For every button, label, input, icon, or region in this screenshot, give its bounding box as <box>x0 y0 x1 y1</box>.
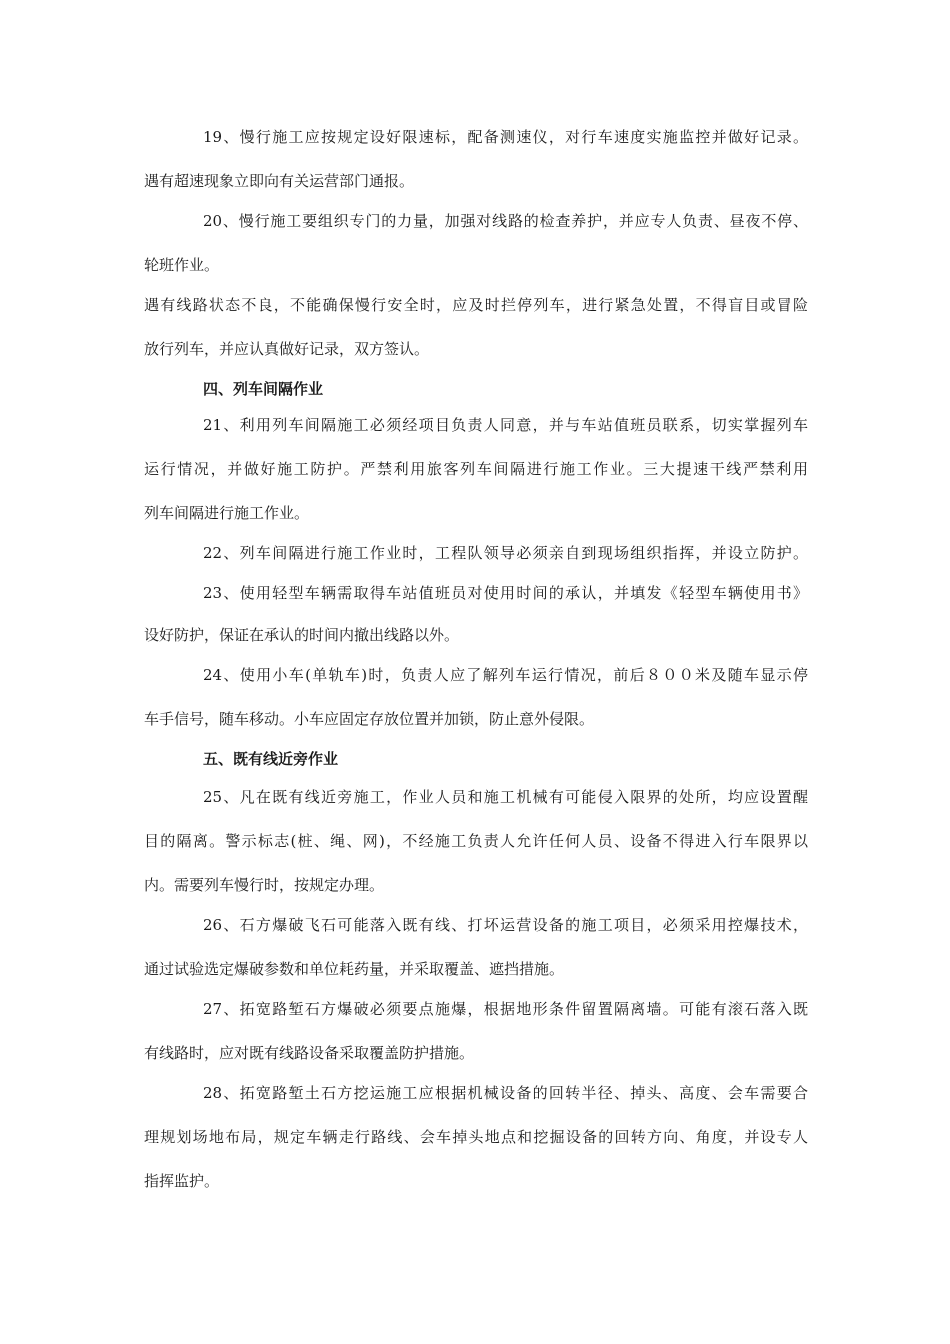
paragraph-20-line-2: 轮班作业。 <box>144 256 220 274</box>
paragraph-26-line-2: 通过试验选定爆破参数和单位耗药量，并采取覆盖、遮挡措施。 <box>144 960 565 978</box>
paragraph-25-line-3: 内。需要列车慢行时，按规定办理。 <box>144 876 385 894</box>
paragraph-19-line-1: 19、慢行施工应按规定设好限速标，配备测速仪，对行车速度实施监控并做好记录。 <box>203 128 808 146</box>
paragraph-28-line-2: 理规划场地布局，规定车辆走行路线、会车掉头地点和挖掘设备的回转方向、角度，并设专人 <box>144 1128 808 1146</box>
paragraph-24-line-2: 车手信号，随车移动。小车应固定存放位置并加锁，防止意外侵限。 <box>144 710 595 728</box>
paragraph-23-line-2: 设好防护，保证在承认的时间内撤出线路以外。 <box>144 626 460 644</box>
section-heading-5: 五、既有线近旁作业 <box>203 750 339 768</box>
paragraph-22-line-1: 22、列车间隔进行施工作业时，工程队领导必须亲自到现场组织指挥，并设立防护。 <box>203 544 808 562</box>
paragraph-21-line-3: 列车间隔进行施工作业。 <box>144 504 310 522</box>
section-heading-4: 四、列车间隔作业 <box>203 380 324 398</box>
paragraph-27-line-1: 27、拓宽路堑石方爆破必须要点施爆，根据地形条件留置隔离墙。可能有滚石落入既 <box>203 1000 808 1018</box>
paragraph-20-line-3: 遇有线路状态不良，不能确保慢行安全时，应及时拦停列车，进行紧急处置，不得盲目或冒险 <box>144 296 808 314</box>
paragraph-24-line-1: 24、使用小车(单轨车)时，负责人应了解列车运行情况，前后８００米及随车显示停 <box>203 666 808 684</box>
paragraph-20-line-4: 放行列车，并应认真做好记录，双方签认。 <box>144 340 430 358</box>
paragraph-28-line-1: 28、拓宽路堑土石方挖运施工应根据机械设备的回转半径、掉头、高度、会车需要合 <box>203 1084 808 1102</box>
paragraph-27-line-2: 有线路时，应对既有线路设备采取覆盖防护措施。 <box>144 1044 475 1062</box>
paragraph-21-line-2: 运行情况，并做好施工防护。严禁利用旅客列车间隔进行施工作业。三大提速干线严禁利用 <box>144 460 808 478</box>
paragraph-26-line-1: 26、石方爆破飞石可能落入既有线、打坏运营设备的施工项目，必须采用控爆技术， <box>203 916 808 934</box>
paragraph-28-line-3: 指挥监护。 <box>144 1172 220 1190</box>
paragraph-25-line-1: 25、凡在既有线近旁施工，作业人员和施工机械有可能侵入限界的处所，均应设置醒 <box>203 788 808 806</box>
paragraph-20-line-1: 20、慢行施工要组织专门的力量，加强对线路的检查养护，并应专人负责、昼夜不停、 <box>203 212 808 230</box>
paragraph-23-line-1: 23、使用轻型车辆需取得车站值班员对使用时间的承认，并填发《轻型车辆使用书》 <box>203 584 808 602</box>
paragraph-21-line-1: 21、利用列车间隔施工必须经项目负责人同意，并与车站值班员联系，切实掌握列车 <box>203 416 808 434</box>
paragraph-19-line-2: 遇有超速现象立即向有关运营部门通报。 <box>144 172 415 190</box>
paragraph-25-line-2: 目的隔离。警示标志(桩、绳、网)，不经施工负责人允许任何人员、设备不得进入行车限界以 <box>144 832 808 850</box>
